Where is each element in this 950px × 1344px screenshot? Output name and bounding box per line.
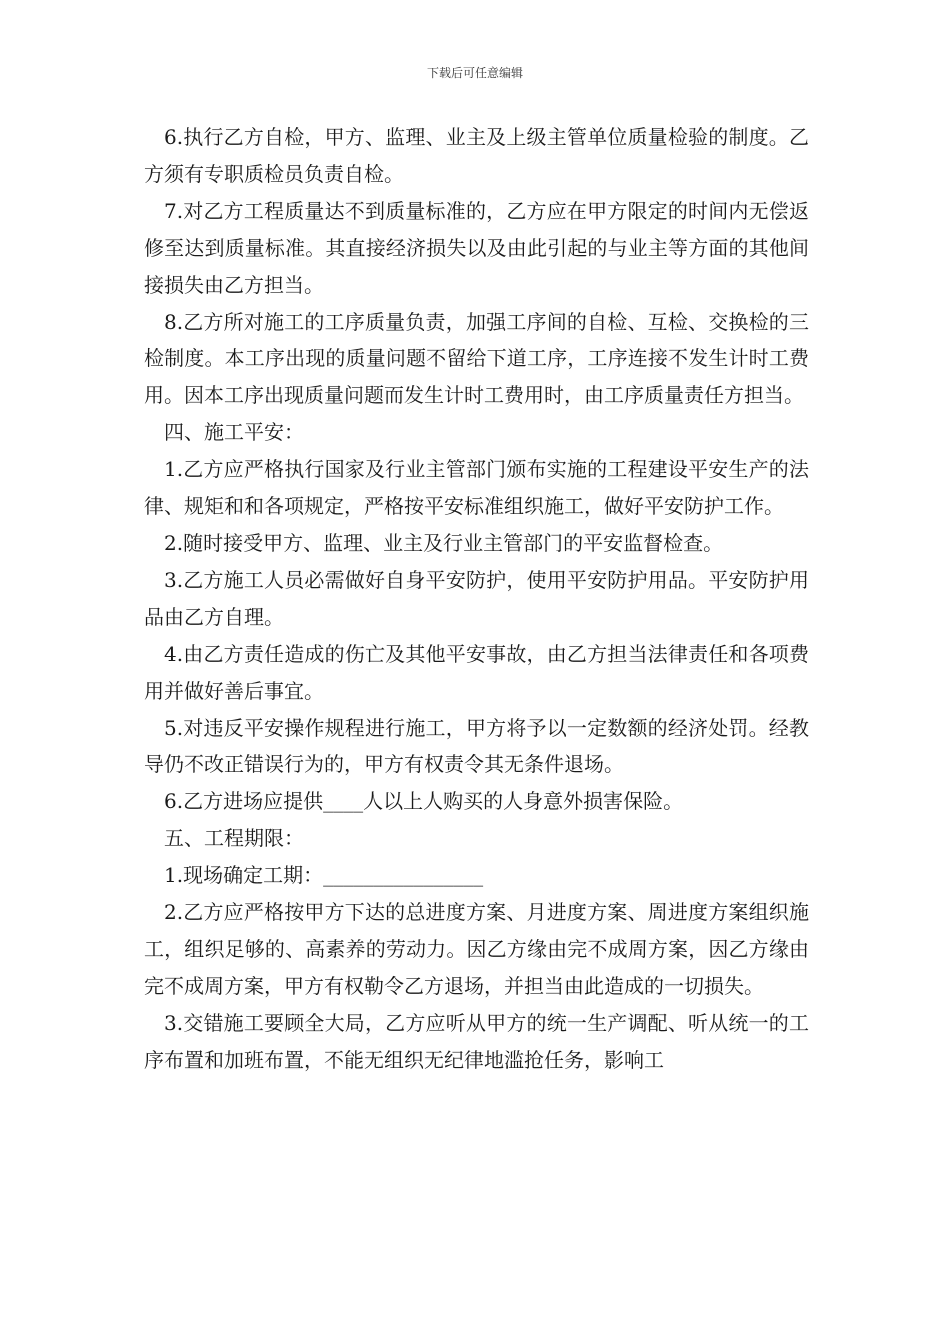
document-body xyxy=(144,119,809,1079)
paragraph-period-3: 3.交错施工要顾全大局，乙方应听从甲方的统一生产调配、听从统一的工序布置和加班布置，不能无组织无纪律地滥抢任务，影响工 xyxy=(144,1010,809,1072)
paragraph-safety-5: 5.对违反平安操作规程进行施工，甲方将予以一定数额的经济处罚。经教导仍不改正错误行为的，甲方有权责令其无条件退场。 xyxy=(144,715,809,777)
paragraph-safety-6-insurance: 6.乙方进场应提供____人以上人购买的人身意外损害保险。 xyxy=(164,789,684,814)
paragraph-7-quality-repair: 7.对乙方工程质量达不到质量标准的，乙方应在甲方限定的时间内无偿返修至达到质量标准。其直接经济损失以及由此引起的与业主等方面的其他间接损失由乙方担当。 xyxy=(144,198,809,297)
section-heading-construction-safety: 四、施工平安： xyxy=(164,420,304,445)
paragraph-safety-2: 2.随时接受甲方、监理、业主及行业主管部门的平安监督检查。 xyxy=(164,530,724,555)
paragraph-safety-4: 4.由乙方责任造成的伤亡及其他平安事故，由乙方担当法律责任和各项费用并做好善后事宜。 xyxy=(144,641,809,703)
paragraph-8-process-quality: 8.乙方所对施工的工序质量负责，加强工序间的自检、互检、交换检的三检制度。本工序出现的质量问题不留给下道工序，工序连接不发生计时工费用。因本工序出现质量问题而发生计时工费用时，由工序质量责任方担当。 xyxy=(144,309,809,408)
paragraph-safety-3: 3.乙方施工人员必需做好自身平安防护，使用平安防护用品。平安防护用品由乙方自理。 xyxy=(144,567,809,629)
paragraph-period-1: 1.现场确定工期：________________ xyxy=(164,863,484,888)
page-header: 下载后可任意编辑 xyxy=(426,66,523,80)
section-heading-project-period: 五、工程期限： xyxy=(164,826,304,851)
paragraph-6-self-inspection: 6.执行乙方自检，甲方、监理、业主及上级主管单位质量检验的制度。乙方须有专职质检员负责自检。 xyxy=(144,125,809,186)
paragraph-period-2: 2.乙方应严格按甲方下达的总进度方案、月进度方案、周进度方案组织施工，组织足够的、高素养的劳动力。因乙方缘由完不成周方案，因乙方缘由完不成周方案，甲方有权勒令乙方退场，并担当由此造成的一切损失。 xyxy=(144,900,809,998)
paragraph-safety-1: 1.乙方应严格执行国家及行业主管部门颁布实施的工程建设平安生产的法律、规矩和和各项规定，严格按平安标准组织施工，做好平安防护工作。 xyxy=(144,457,809,519)
